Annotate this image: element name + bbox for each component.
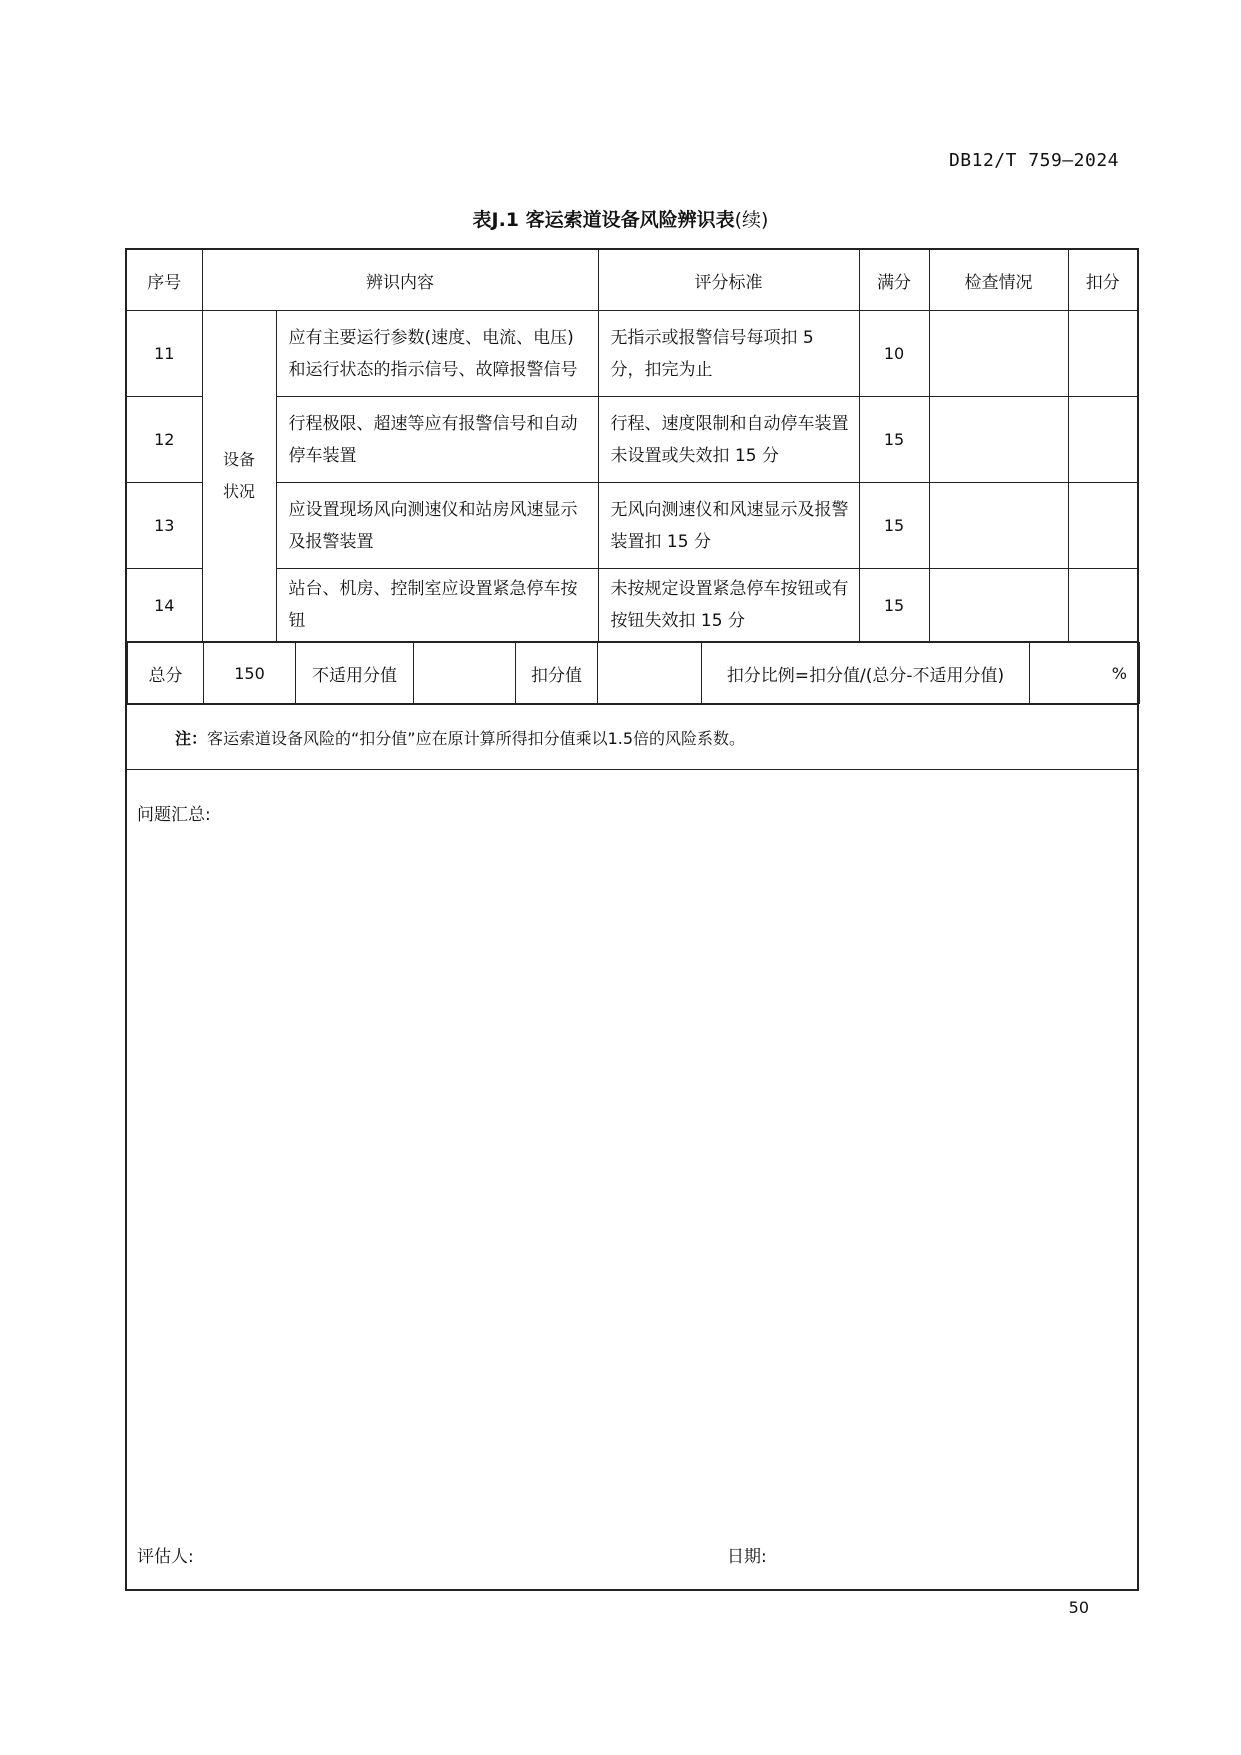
header-criteria: 评分标准 — [598, 249, 859, 311]
deduct-value-input[interactable] — [598, 643, 702, 704]
header-content: 辨识内容 — [202, 249, 598, 311]
row-full-score: 15 — [859, 397, 929, 483]
table-title — [0, 205, 1241, 232]
row-number: 14 — [126, 569, 202, 642]
row-content: 应设置现场风向测速仪和站房风速显示及报警装置 — [276, 483, 598, 569]
row-check-input[interactable] — [929, 397, 1068, 483]
row-criteria: 无风向测速仪和风速显示及报警装置扣 15 分 — [598, 483, 859, 569]
date-label: 日期: — [727, 1547, 767, 1567]
row-content: 站台、机房、控制室应设置紧急停车按钮 — [276, 569, 598, 642]
row-check-input[interactable] — [929, 483, 1068, 569]
row-number: 13 — [126, 483, 202, 569]
totals-cell — [126, 642, 1138, 705]
total-label: 总分 — [128, 643, 204, 704]
row-deduction-input[interactable] — [1068, 483, 1138, 569]
row-deduction-input[interactable] — [1068, 311, 1138, 397]
row-criteria: 无指示或报警信号每项扣 5 分，扣完为止 — [598, 311, 859, 397]
standard-code: DB12/T 759—2024 — [948, 150, 1119, 171]
deduct-label: 扣分值 — [516, 643, 598, 704]
row-full-score: 15 — [859, 569, 929, 642]
category-cell: 设备 状况 — [202, 311, 276, 642]
summary-label: 问题汇总: — [137, 805, 211, 825]
summary-row — [126, 770, 1138, 1591]
table-row — [126, 569, 1138, 642]
row-deduction-input[interactable] — [1068, 569, 1138, 642]
note-cell — [126, 705, 1138, 770]
row-number: 11 — [126, 311, 202, 397]
table-row — [126, 483, 1138, 569]
table-title-suffix: (续) — [734, 209, 769, 231]
na-label: 不适用分值 — [296, 643, 414, 704]
note-text: 客运索道设备风险的“扣分值”应在原计算所得扣分值乘以1.5倍的风险系数。 — [207, 728, 746, 748]
page-number: 50 — [1068, 1598, 1089, 1617]
table-title-text: 表J.1 客运索道设备风险辨识表 — [472, 209, 735, 231]
totals-row — [126, 642, 1138, 705]
risk-identification-table — [125, 248, 1139, 1591]
table-row — [126, 397, 1138, 483]
ratio-unit: % — [1030, 643, 1140, 704]
header-check-status: 检查情况 — [929, 249, 1068, 311]
row-deduction-input[interactable] — [1068, 397, 1138, 483]
assessor-label: 评估人: — [137, 1547, 194, 1567]
row-full-score: 10 — [859, 311, 929, 397]
table-header-row — [126, 249, 1138, 311]
header-full-score: 满分 — [859, 249, 929, 311]
row-number: 12 — [126, 397, 202, 483]
total-value: 150 — [204, 643, 296, 704]
row-check-input[interactable] — [929, 311, 1068, 397]
row-criteria: 未按规定设置紧急停车按钮或有按钮失效扣 15 分 — [598, 569, 859, 642]
row-full-score: 15 — [859, 483, 929, 569]
row-check-input[interactable] — [929, 569, 1068, 642]
problem-summary-area[interactable] — [126, 770, 1138, 1591]
totals-inner-table — [127, 642, 1140, 704]
note-prefix: 注： — [175, 728, 208, 748]
table-row — [126, 311, 1138, 397]
row-criteria: 行程、速度限制和自动停车装置未设置或失效扣 15 分 — [598, 397, 859, 483]
header-no: 序号 — [126, 249, 202, 311]
note-row — [126, 705, 1138, 770]
header-deduction: 扣分 — [1068, 249, 1138, 311]
na-value-input[interactable] — [414, 643, 516, 704]
row-content: 行程极限、超速等应有报警信号和自动停车装置 — [276, 397, 598, 483]
ratio-label: 扣分比例=扣分值/(总分-不适用分值) — [702, 643, 1030, 704]
row-content: 应有主要运行参数(速度、电流、电压)和运行状态的指示信号、故障报警信号 — [276, 311, 598, 397]
